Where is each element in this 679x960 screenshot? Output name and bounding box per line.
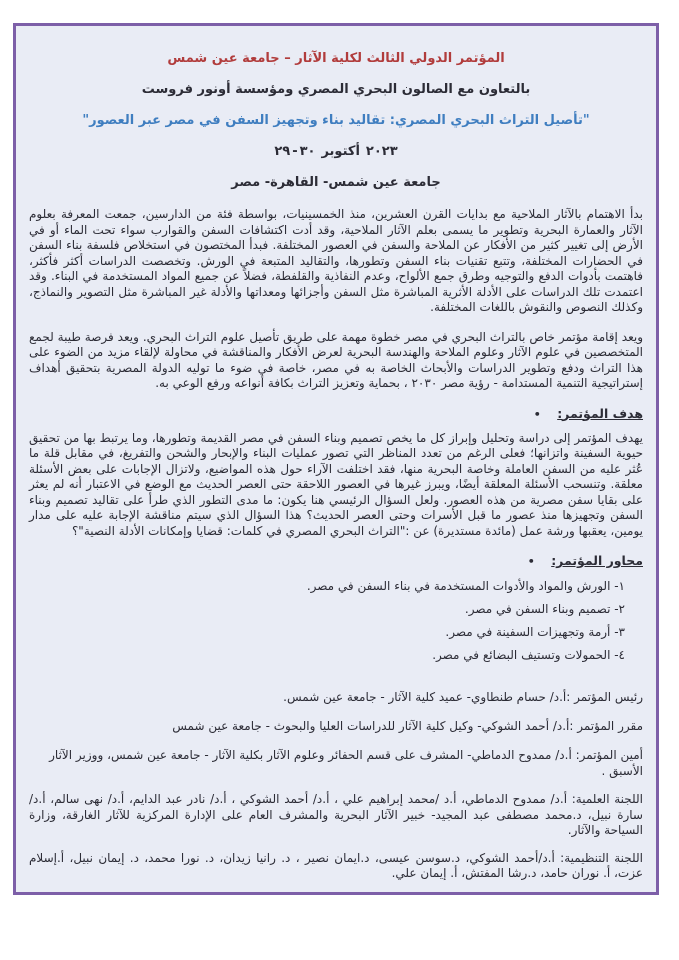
bullet-icon: • [527,555,535,568]
date-year: ٢٠٢٣ [365,144,398,159]
document-page [13,23,659,895]
axes-list [29,578,643,663]
conference-rapporteur-line: مقرر المؤتمر :أ.د/ أحمد الشوكي- وكيل كلية الآثار للدراسات العليا والبحوث - جامعة عين شمس [172,719,643,733]
date-dash: - [292,144,298,159]
conference-date [29,143,643,160]
collaboration-subtitle: بالتعاون مع الصالون البحري المصري ومؤسسة أونور فروست [141,82,531,97]
organizing-committee-line: اللجنة التنظيمية: أ.د/أحمد الشوكي، د.سوسن عيسى، د.ايمان نصير ، د. رانيا زيدان، د. نورا محمد، د. إيمان نبيل، أ.إسلام عزت، أ. نوران حامد، د.رشا المفتش، أ. إيمان علي. [29,850,643,880]
axis-item-1: ١- الورش والمواد والأدوات المستخدمة في بناء السفن في مصر. [306,579,625,593]
goal-paragraph: يهدف المؤتمر إلى دراسة وتحليل وإبراز كل ما يخص تصميم وبناء السفن في مصر القديمة وتطورها، وما يرتبط بها من تحقيق حيوية السفينة واتزانها؛ فعلى الرغم من تعدد المناظر التي تصور عمليات البناء والإبحار والشحن والتفريغ، في مقابل قلة ما عُثر عليه من السفن العاملة وخاصة البحرية منها، فقد اختلفت الآراء حول هذه المواضيع، ولاتزال الإجابات على بعض الأسئلة معلقة. وتنسحب الأسئلة المعلقة أيضًا، ويبرز غيرها في العصور اللاحقة حتى العصر الحديث مع الوضع في الاعتبار أنه لم يعثر على بقايا سفن مصرية من هذه العصور. ولعل السؤال الرئيسي هنا يكون: ما مدى التطور الذي طرأ على تقاليد تصميم وبناء السفن وتجهيزها منذ عصور ما قبل الأسرات وحتى العصر الحديث؟ هذا السؤال الذي سيتم مناقشة الإجابة عليه على مدار يومين، يعقبها ورشة عمل (مائدة مستديرة) عن :"التراث البحري المصري في كلمات: قضايا وإمكانات الأدلة النصية"؟ [29,430,643,538]
conference-theme: "تأصيل التراث البحري المصري: تقاليد بناء وتجهيز السفن في مصر عبر العصور" [82,113,590,128]
conference-location: جامعة عين شمس- القاهرة- مصر [231,175,441,190]
conference-title: المؤتمر الدولي الثالث لكلية الآثار – جامعة عين شمس [167,51,505,66]
scientific-committee-line: اللجنة العلمية: أ.د/ ممدوح الدماطي، أ.د /محمد إبراهيم علي ، أ.د/ أحمد الشوكي ، أ.د/ نادر عبد الدايم، أ.د/ نهى سالم، أ.د/ سارة نبيل، د.محمد مصطفى عبد المجيد- خبير الآثار البحرية والمشرف العام على الإدارة المركزية للآثار الغارقة، وزارة السياحة والآثار. [29,792,643,837]
intro-block [29,207,643,392]
section-heading-axes [29,553,643,568]
conference-secretary-line: أمين المؤتمر: أ.د/ ممدوح الدماطي- المشرف على قسم الحفائر وعلوم الآثار بكلية الآثار - جامعة عين شمس، ووزير الآثار الأسبق . [49,748,643,778]
section-heading-goal [29,406,643,421]
axis-item-2: ٢- تصميم وبناء السفن في مصر. [464,602,625,616]
axis-item-3: ٣- أرمة وتجهيزات السفينة في مصر. [445,625,625,639]
conference-president-line: رئيس المؤتمر :أ.د/ حسام طنطاوي- عميد كلية الآثار - جامعة عين شمس. [283,690,643,704]
bullet-icon: • [533,407,541,421]
officials-block [29,689,643,779]
axes-heading-text: محاور المؤتمر: [551,553,643,568]
intro-paragraph-1: بدأ الاهتمام بالآثار الملاحية مع بدايات القرن العشرين، منذ الخمسينيات، بواسطة فئة من الدارسين، جمعت المعرفة بعلوم الآثار والعمارة البحرية وتطوير ما يسمى بعلم الآثار الملاحية، وقد أدت اكتشافات السفن والقوارب سواء تحت الماء أو في الأرض إلى تغيير كثير من الأفكار عن الملاحة والسفن في العصور المختلفة. فبدأ المختصون في استخلاص فلسفة بناء السفن في الحضارات المختلفة، وتتبع تقنيات بناء السفن وتطورها، والتقاليد المتبعة في الورش. وتخصصت الدراسات أكثر فأكثر، فاهتمت بأدوات الدفع والتوجيه وطرق جمع الألواح، وعدم النفاذية والقلفطة، فضلاً عن جميع المواد المستخدمة في البناء. وقد اعتمدت تلك الدراسات على الأدلة الأثرية المباشرة مثل السفن وأجزائها ومعداتها والأدلة غير المباشرة مثل التصوير والنماذج، وكذلك النصوص والنقوش باللغات المختلفة. [29,207,643,314]
intro-paragraph-2: ويعد إقامة مؤتمر خاص بالتراث البحري في مصر خطوة مهمة على طريق تأصيل علوم التراث البحري. ويعد فرصة طيبة لجمع المتخصصين في علوم الآثار وعلوم الملاحة والهندسة البحرية لعرض الأفكار والمناقشة في محاولة لإلقاء مزيد من الضوء على هذا التراث ودفع وتطوير الدراسات والأبحاث الخاصة به في مصر، خاصة في ضوء ما توليه الدولة المصرية بتحقيق أهداف إستراتيجية التنمية المستدامة - رؤية مصر ٢٠٣٠ ، بحماية وتعزيز التراث بكافة أنواعه ورفع الوعي به. [29,329,643,390]
date-day-end: ٣٠ [299,144,316,159]
date-month: أكتوبر [321,144,360,159]
date-day-start: ٢٩ [274,144,291,159]
goal-heading-text: هدف المؤتمر: [557,405,643,421]
axis-item-4: ٤- الحمولات وتستيف البضائع في مصر. [432,648,625,662]
